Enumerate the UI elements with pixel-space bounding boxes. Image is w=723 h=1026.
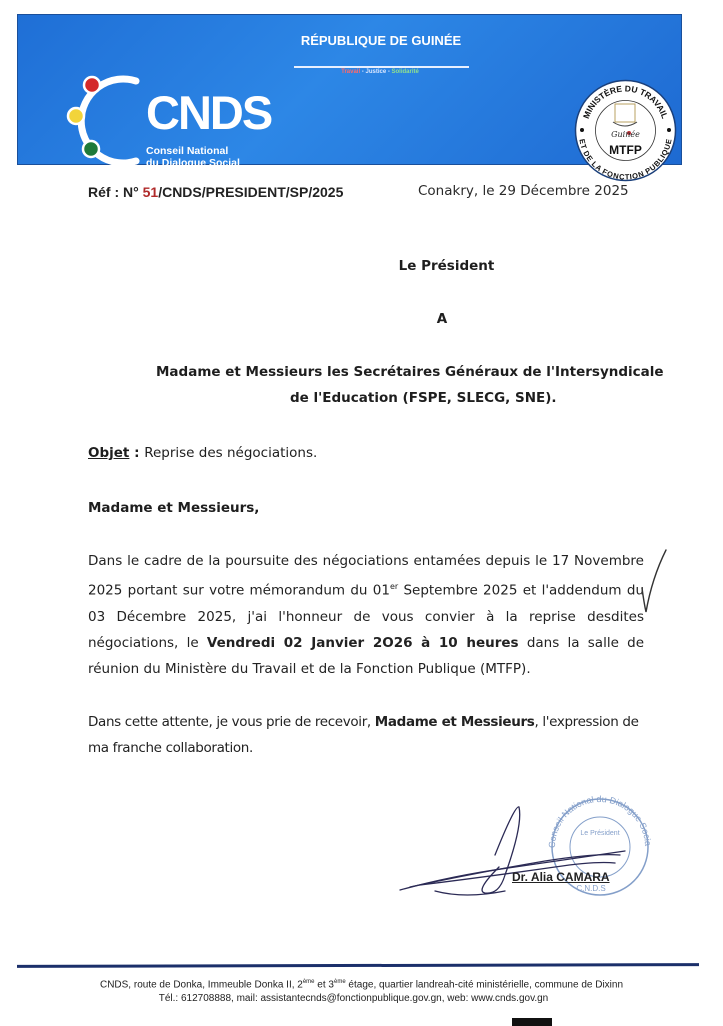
seal-guinee-text: Guinée [611,130,640,139]
ref-number: 51 [142,184,159,200]
subject-colon: : [129,445,145,461]
logo-subtitle-line1: Conseil National [146,145,229,157]
footer-sup-2: ème [333,979,346,985]
reference-number [88,184,343,200]
header-banner [17,14,682,182]
scan-artifact [512,1018,552,1026]
footer-address-part2: et 3 [314,979,334,991]
cnds-logo [66,73,272,169]
para1-superscript: er [389,582,399,592]
stamp-text: Conseil National du Dialogue Socia [546,795,654,849]
footer-address-part1: CNDS, route de Donka, Immeuble Donka II, 2 [99,979,303,991]
yellow-dot-icon [68,108,84,124]
ministry-seal [573,78,678,183]
stamp-bottom-text: C.N.D.S [576,884,606,893]
motto-word: Solidarité [391,69,419,75]
logo-subtitle [146,145,240,169]
para1-part3: dans la salle de réunion du Ministère du Travail et de la Fonction Publique (MTFP). [88,635,645,678]
salutation: Madame et Messieurs, [88,500,260,516]
to-marker: A [436,311,448,327]
meeting-datetime: Vendredi 02 Janvier 2O26 à 10 heures [206,635,519,652]
logo-subtitle-line2: du Dialogue Social [146,157,240,169]
footer-sup-1: ème [302,979,315,985]
para1-part1: Dans le cadre de la poursuite des négociations entamées depuis le 17 Novembre 2025 portant sur votre mémorandum du 01 [88,553,644,599]
signature-and-stamp [395,795,665,905]
seal-bottom-text: ET DE LA FONCTION PUBLIQUE [577,138,674,182]
body-paragraph-2 [88,709,648,761]
motto-word: Travail [341,69,361,75]
red-dot-icon [84,77,100,93]
republic-title: RÉPUBLIQUE DE GUINÉE [300,33,462,48]
footer-address-part3: étage, quartier landreah-cité ministérielle, commune de Dixinn [345,979,624,991]
republic-underline [294,66,469,68]
seal-acronym: MTFP [609,143,642,157]
para2-part2: , l'expression de ma franche collaboration. [88,714,639,756]
place-date: Conakry, le 29 Décembre 2025 [418,183,629,199]
footer-address [0,979,723,990]
ref-suffix: /CNDS/PRESIDENT/SP/2025 [158,184,344,200]
para1-part2: Septembre 2025 et l'addendum du 03 Décembre 2025, j'ai l'honneur de vous convier à la reprise desdites négociations, le [88,582,644,652]
stamp-inner-text: Le Président [580,830,620,837]
seal-top-text: MINISTÈRE DU TRAVAIL [580,83,671,120]
subject-text: Reprise des négociations. [144,445,318,461]
footer-contact: Tél.: 612708888, mail: assistantecnds@fonctionpublique.gov.gn, web: www.cnds.gov.gn [158,993,549,1004]
body-paragraph-1 [88,548,644,683]
sender-title: Le Président [398,258,495,274]
recipient-line-2: de l'Education (FSPE, SLECG, SNE). [290,390,557,406]
para2-bold: Madame et Messieurs [374,714,535,730]
handwritten-checkmark-icon [640,548,670,618]
subject-label: Objet [88,445,130,461]
signer-name: Dr. Alia CAMARA [512,870,610,884]
subject-line [88,445,317,461]
ref-prefix: Réf : N° [88,184,143,200]
motto-word: Justice [365,69,387,75]
svg-text:Conseil National du Dialogue S [395,795,653,848]
national-motto: Travail - Justice - Solidarité [341,69,419,75]
footer-divider [17,963,699,968]
recipient-line-1: Madame et Messieurs les Secrétaires Généraux de l'Intersyndicale [156,364,664,380]
logo-letters: CNDS [146,86,272,139]
green-dot-icon [83,141,99,157]
para2-part1: Dans cette attente, je vous prie de recevoir, [88,714,375,730]
